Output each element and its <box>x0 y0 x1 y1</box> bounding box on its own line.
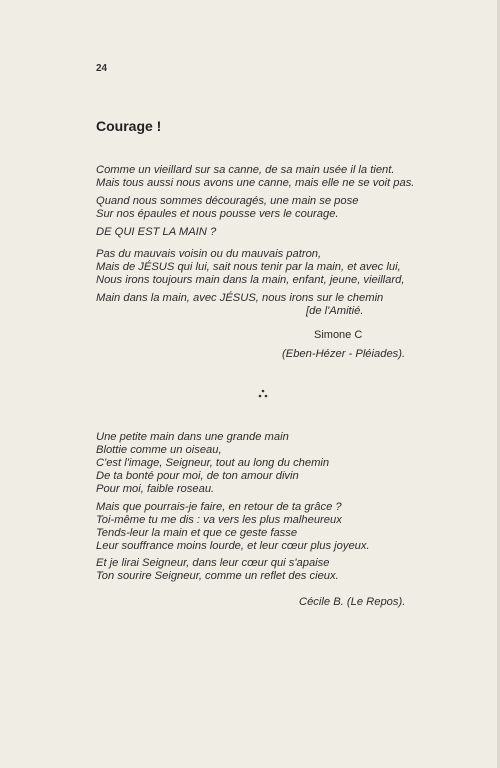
poem-line: Comme un vieillard sur sa canne, de sa main usée il la tient. <box>96 164 395 176</box>
signature-author: Cécile B. (Le Repos). <box>299 596 406 608</box>
signature-name: Simone C <box>314 329 363 341</box>
poem-line: Quand nous sommes découragés, une main se pose <box>96 195 359 207</box>
poem2-stanza-1 <box>96 431 329 496</box>
poem1-stanza-1 <box>96 164 414 190</box>
poem-line: Ton sourire Seigneur, comme un reflet des cieux. <box>96 570 339 582</box>
poem-line: Mais tous aussi nous avons une canne, mais elle ne se voit pas. <box>96 177 415 189</box>
poem-line: Blottie comme un oiseau, <box>96 444 222 456</box>
poem1-stanza-4 <box>96 248 404 287</box>
section-separator-dots <box>257 388 269 400</box>
poem-line: Mais de JÉSUS qui lui, sait nous tenir par la main, et avec lui, <box>96 261 401 273</box>
poem-line: Leur souffrance moins lourde, et leur cœur plus joyeux. <box>96 540 370 552</box>
poem-line: Et je lirai Seigneur, dans leur cœur qui s'apaise <box>96 557 330 569</box>
poem-line: Pour moi, faible roseau. <box>96 483 215 495</box>
poem-line-continuation: [de l'Amitié. <box>306 305 364 317</box>
poem-line: C'est l'image, Seigneur, tout au long du chemin <box>96 457 330 469</box>
page-number: 24 <box>96 63 108 74</box>
poem2-stanza-3 <box>96 557 339 583</box>
poem1-stanza-5 <box>96 292 383 318</box>
poem-line: Pas du mauvais voisin ou du mauvais patron, <box>96 248 322 260</box>
poem-line: Nous irons toujours main dans la main, enfant, jeune, vieillard, <box>96 274 405 286</box>
poem-line: Mais que pourrais-je faire, en retour de ta grâce ? <box>96 501 342 513</box>
poem-line: Toi-même tu me dis : va vers les plus malheureux <box>96 514 342 526</box>
poem2-stanza-2 <box>96 501 370 553</box>
poem-line: DE QUI EST LA MAIN ? <box>96 226 217 238</box>
signature-place: (Eben-Hézer - Pléiades). <box>282 348 406 360</box>
poem-line: De ta bonté pour moi, de ton amour divin <box>96 470 299 482</box>
poem-line: Tends-leur la main et que ce geste fasse <box>96 527 298 539</box>
poem-title: Courage ! <box>96 118 162 134</box>
poem1-question <box>96 226 216 239</box>
poem-line: Sur nos épaules et nous pousse vers le courage. <box>96 208 339 220</box>
poem1-stanza-2 <box>96 195 358 221</box>
poem-line: Main dans la main, avec JÉSUS, nous irons sur le chemin <box>96 292 384 304</box>
poem-line: Une petite main dans une grande main <box>96 431 289 443</box>
